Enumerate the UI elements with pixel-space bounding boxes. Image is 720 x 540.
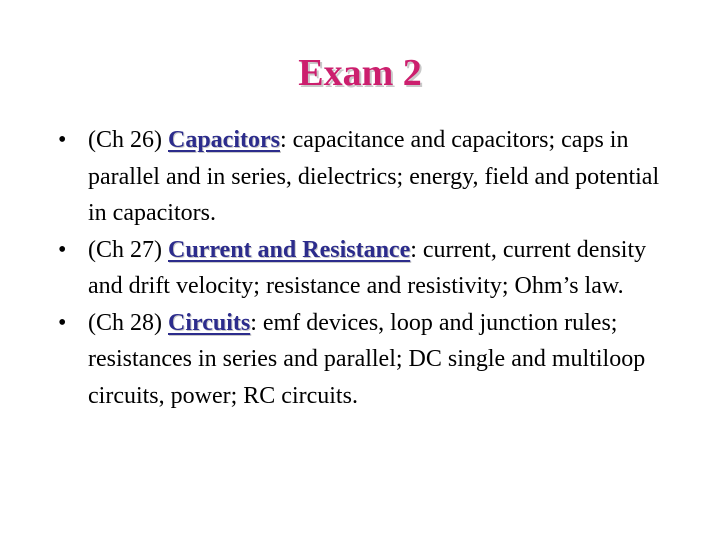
chapter-label: (Ch 27): [88, 236, 168, 263]
topic-details: : current, current density and drift velocity; resistance and resistivity; Ohm’s law.: [88, 236, 647, 299]
bullet-icon: •: [58, 309, 67, 336]
bullet-item-capacitors: [58, 122, 668, 232]
bullet-icon: •: [58, 236, 67, 263]
topic-details: : emf devices, loop and junction rules; resistances in series and parallel; DC single and multiloop circuits, power; RC circuits.: [88, 309, 646, 409]
topic-details: : capacitance and capacitors; caps in parallel and in series, dielectrics; energy, field and potential in capacitors.: [88, 127, 660, 226]
bullet-item-current-resistance: [58, 232, 668, 305]
bullet-item-circuits: [58, 305, 668, 415]
bullet-list: [58, 122, 668, 414]
bullet-icon: •: [58, 127, 67, 153]
slide-title: Exam 2: [298, 52, 422, 94]
topic-title: Current and Resistance: [168, 236, 411, 263]
topic-title: Circuits: [168, 309, 251, 336]
chapter-label: (Ch 26): [88, 127, 168, 153]
chapter-label: (Ch 28): [88, 309, 168, 336]
topic-title: Capacitors: [168, 127, 280, 153]
